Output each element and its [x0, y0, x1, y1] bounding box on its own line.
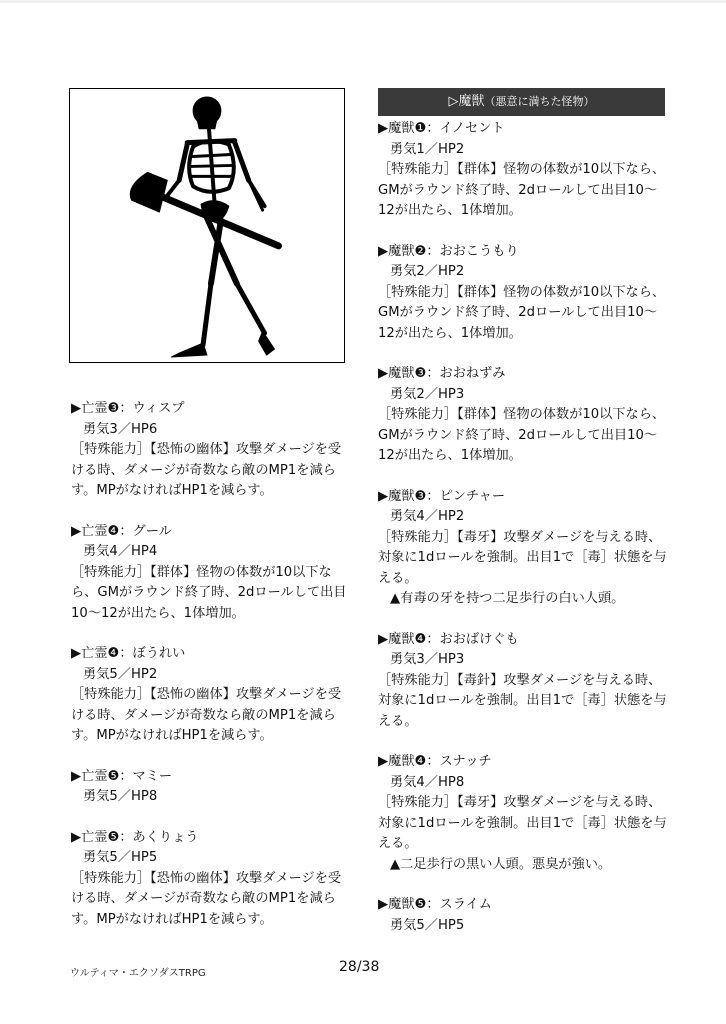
page-number: 28/38	[339, 959, 380, 975]
monster-ability: ［特殊能力］【毒牙】攻撃ダメージを与える時、対象に1dロールを強制。出目1で［毒］状態を与える。	[378, 795, 667, 851]
monster-ability: ［特殊能力］【毒牙】攻撃ダメージを与える時、対象に1dロールを強制。出目1で［毒］状態を与える。	[378, 529, 667, 586]
left-column	[71, 399, 351, 950]
monster-name: ▶亡霊❹：ぼうれい	[71, 646, 186, 661]
monster-stats: 勇気5／HP8	[83, 789, 158, 804]
section-header	[378, 88, 665, 116]
monster-name: ▶魔獣❸：ピンチャー	[378, 488, 506, 504]
monster-entry	[378, 242, 668, 345]
monster-name: ▶魔獣❷：おおこうもり	[378, 243, 519, 259]
monster-name: ▶魔獣❸：おおねずみ	[378, 366, 506, 381]
monster-entry	[378, 487, 668, 610]
monster-entry	[378, 895, 668, 936]
monster-stats: 勇気4／HP2	[390, 509, 465, 524]
skeleton-with-axe-icon	[70, 89, 344, 362]
section-subtitle: （悪意に満ちた怪物）	[484, 95, 595, 108]
monster-entry	[378, 364, 668, 467]
monster-name: ▶魔獣❺：スライム	[378, 897, 492, 912]
monster-entry	[378, 119, 668, 222]
monster-entry	[71, 644, 351, 747]
monster-stats: 勇気5／HP5	[83, 850, 158, 865]
monster-stats: 勇気2／HP2	[390, 264, 465, 279]
monster-ability: ［特殊能力］【毒針】攻撃ダメージを与える時、対象に1dロールを強制。出目1で［毒］状態を与える。	[378, 672, 667, 729]
section-title: ▷魔獣	[448, 94, 485, 109]
monster-stats: 勇気3／HP3	[390, 652, 465, 667]
monster-entry	[71, 399, 351, 502]
monster-name: ▶亡霊❹：グール	[71, 523, 172, 539]
monster-stats: 勇気5／HP5	[390, 917, 465, 933]
monster-entry	[378, 630, 668, 733]
monster-ability: ［特殊能力］【群体】怪物の体数が10以下なら、GMがラウンド終了時、2dロールして出目10〜12が出たら、1体増加。	[378, 284, 666, 341]
monster-ability: ［特殊能力］【恐怖の幽体】攻撃ダメージを受ける時、ダメージが奇数なら敵のMP1を減らす。MPがなければHP1を減らす。	[71, 687, 342, 743]
monster-entry	[71, 767, 351, 808]
monster-name: ▶亡霊❸：ウィスプ	[71, 401, 185, 416]
monster-ability: ［特殊能力］【群体】怪物の体数が10以下なら、GMがラウンド終了時、2dロールして出目10〜12が出たら、1体増加。	[378, 407, 666, 463]
monster-ability: ［特殊能力］【恐怖の幽体】攻撃ダメージを受ける時、ダメージが奇数なら敵のMP1を減らす。MPがなければHP1を減らす。	[71, 870, 342, 927]
monster-ability: ［特殊能力］【群体】怪物の体数が10以下なら、GMがラウンド終了時、2dロールして出目10〜12が出たら、1体増加。	[71, 564, 347, 621]
monster-entry	[71, 828, 351, 931]
monster-stats: 勇気3／HP6	[83, 421, 158, 437]
monster-ability: ［特殊能力］【恐怖の幽体】攻撃ダメージを受ける時、ダメージが奇数なら敵のMP1を減らす。MPがなければHP1を減らす。	[71, 442, 342, 498]
monster-stats: 勇気1／HP2	[390, 141, 465, 157]
top-edge	[0, 0, 726, 3]
monster-stats: 勇気4／HP4	[83, 544, 158, 559]
monster-stats: 勇気2／HP3	[390, 386, 465, 402]
footer-book-title: ウルティマ・エクソダスTRPG	[70, 968, 206, 979]
monster-stats: 勇気5／HP2	[83, 666, 158, 682]
monster-name: ▶亡霊❺：マミー	[71, 768, 173, 784]
monster-name: ▶魔獣❹：スナッチ	[378, 754, 492, 769]
monster-note: ▲二足歩行の黒い人頭。悪臭が強い。	[390, 856, 612, 872]
monster-entry	[71, 522, 351, 625]
monster-stats: 勇気4／HP8	[390, 774, 465, 790]
monster-note: ▲有毒の牙を持つ二足歩行の白い人頭。	[390, 591, 625, 606]
monster-name: ▶魔獣❹：おおばけぐも	[378, 631, 519, 647]
monster-ability: ［特殊能力］【群体】怪物の体数が10以下なら、GMがラウンド終了時、2dロールして出目10〜12が出たら、1体増加。	[378, 162, 666, 218]
monster-entry	[378, 752, 668, 875]
monster-name: ▶魔獣❶：イノセント	[378, 121, 505, 136]
skeleton-illustration-frame	[69, 88, 345, 363]
monster-name: ▶亡霊❺：あくりょう	[71, 829, 199, 845]
right-column	[378, 119, 668, 956]
